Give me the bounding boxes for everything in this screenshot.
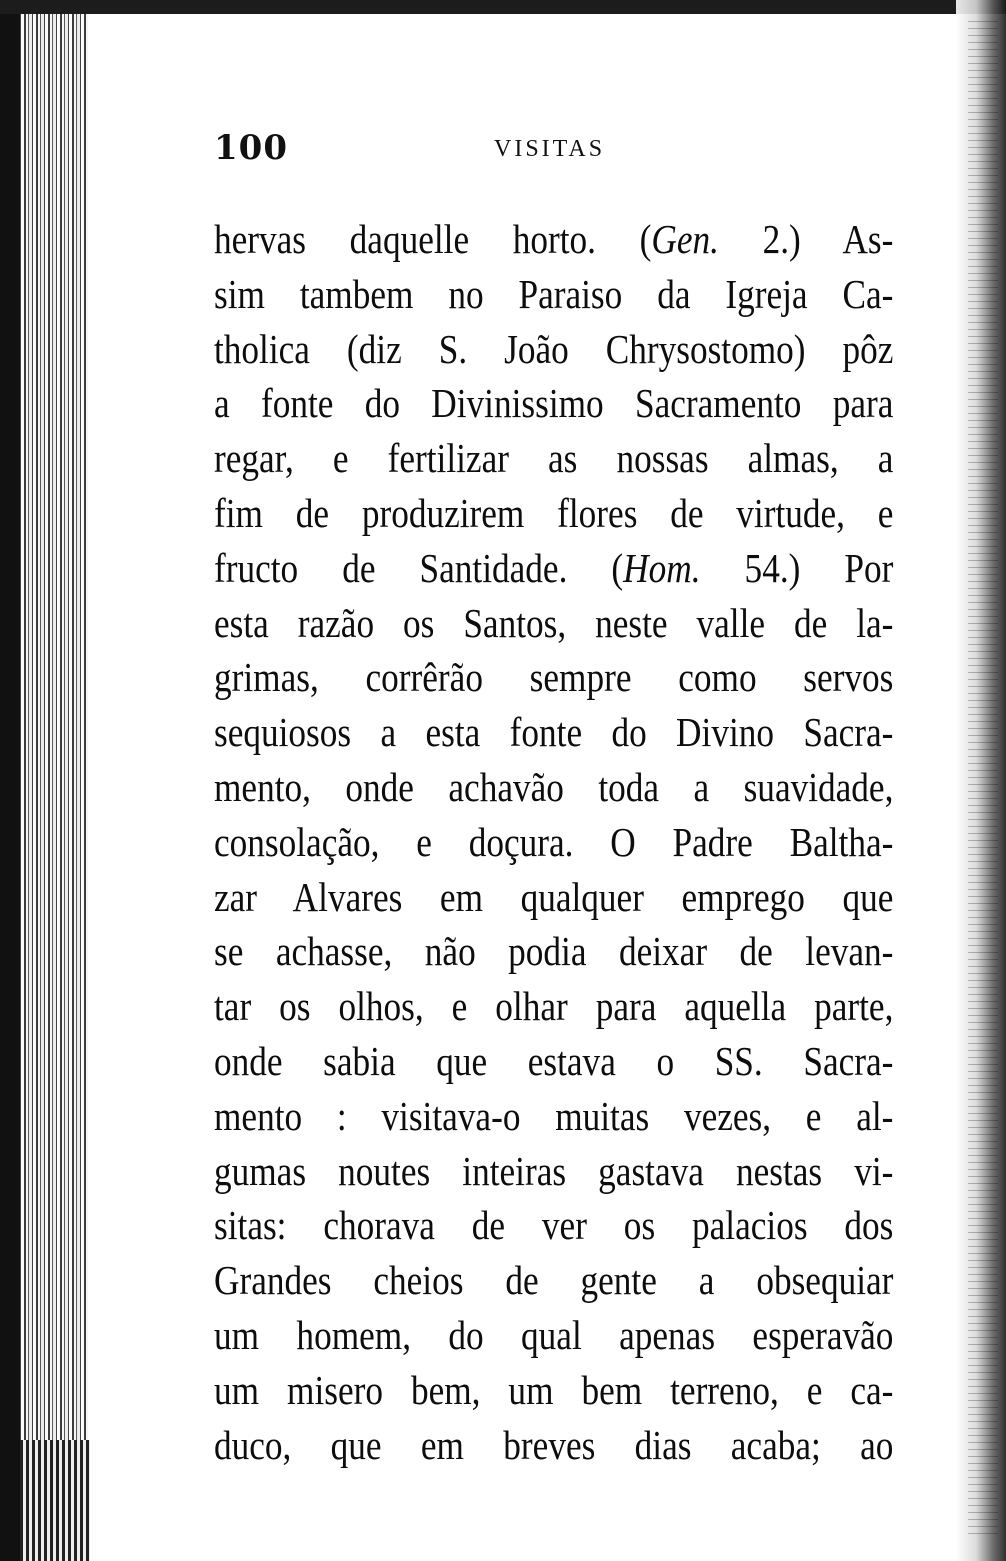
text-line [214,1144,893,1199]
text-line [214,1253,893,1308]
body-text [214,212,894,1472]
text-line [214,1308,893,1363]
text-run: sim tambem no Paraiso da Igreja Ca- [214,270,894,317]
running-head: VISITAS [494,136,606,162]
text-run: esta razão os Santos, neste valle de la- [214,599,894,646]
text-run: se achasse, não podia deixar de levan- [214,928,894,975]
text-line [214,760,893,815]
text-line [214,1034,893,1089]
binding-edge-bottom [20,1440,90,1561]
text-line [214,322,893,377]
text-line [214,815,893,870]
text-run: fim de produzirem flores de virtude, e [214,489,894,536]
text-run: a fonte do Divinissimo Sacramento para [214,380,894,427]
text-line [214,486,893,541]
text-run: duco, que em breves dias acaba; ao [214,1421,894,1468]
text-line [214,979,893,1034]
text-line [214,267,893,322]
page-edge-texture [968,20,998,1540]
text-run: 2.) As- [718,216,894,262]
text-run: sequiosos a esta fonte do Divino Sacra- [214,709,894,756]
text-run: fructo de Santidade. ( [214,544,624,591]
text-run: mento : visitava-o muitas vezes, e al- [214,1092,894,1139]
text-run: um homem, do qual apenas esperavão [214,1311,894,1358]
page-number: 100 [214,128,288,168]
text-line [214,1089,893,1144]
page-header [214,128,894,168]
text-run: mento, onde achavão toda a suavidade, [214,763,894,810]
text-run: regar, e fertilizar as nossas almas, a [214,435,894,482]
text-line [214,541,893,596]
text-run: um misero bem, um bem terreno, e ca- [214,1366,894,1413]
text-run: tar os olhos, e olhar para aquella parte, [214,983,894,1030]
text-line [214,1418,893,1473]
citation-italic: Gen. [651,216,719,262]
text-run: zar Alvares em qualquer emprego que [214,873,894,920]
text-line [214,431,893,486]
text-line [214,924,893,979]
text-run: Grandes cheios de gente a obsequiar [214,1257,894,1304]
binding-shadow [0,0,20,1561]
text-line [214,705,893,760]
text-run: hervas daquelle horto. ( [214,216,652,262]
text-run: grimas, corrêrão sempre como servos [214,654,894,701]
text-line [214,596,893,651]
citation-italic: Hom. [623,544,701,591]
text-line [214,650,893,705]
text-run: onde sabia que estava o SS. Sacra- [214,1037,894,1084]
text-run: gumas noutes inteiras gastava nestas vi- [214,1147,894,1194]
text-line [214,1363,893,1418]
text-line [214,212,893,267]
text-run: 54.) Por [700,544,894,591]
text-line [214,376,893,431]
text-run: tholica (diz S. João Chrysostomo) pôz [214,325,894,372]
text-line [214,870,893,925]
text-run: sitas: chorava de ver os palacios dos [214,1202,894,1249]
top-shadow-band [0,0,1006,14]
text-run: consolação, e doçura. O Padre Baltha- [214,818,894,865]
text-line [214,1198,893,1253]
